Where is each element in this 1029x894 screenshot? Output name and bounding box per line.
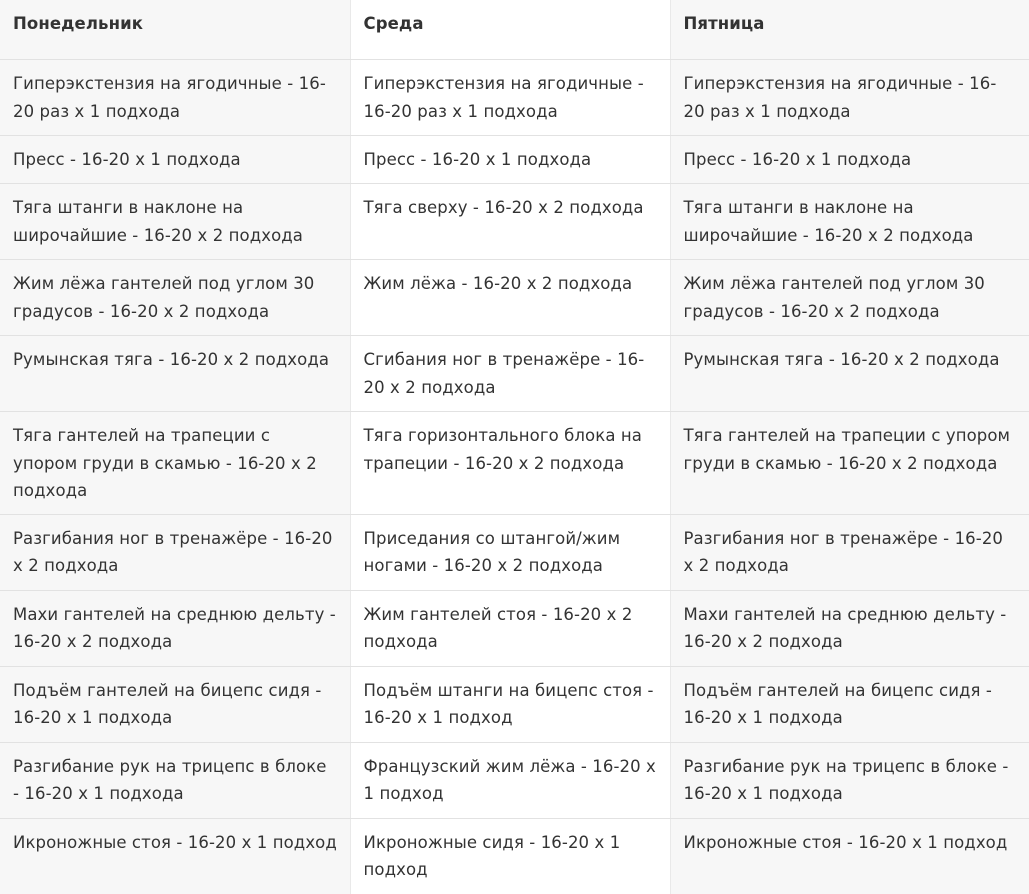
table-cell-friday: Гиперэкстензия на ягодичные - 16-20 раз х 1 подхода (670, 60, 1029, 136)
header-wednesday: Среда (350, 0, 670, 60)
table-cell-friday: Жим лёжа гантелей под углом 30 градусов - 16-20 х 2 подхода (670, 260, 1029, 336)
table-cell-wednesday: Сгибания ног в тренажёре - 16-20 х 2 подхода (350, 336, 670, 412)
table-cell-monday: Тяга штанги в наклоне на широчайшие - 16-20 х 2 подхода (0, 184, 350, 260)
table-cell-friday: Тяга штанги в наклоне на широчайшие - 16-20 х 2 подхода (670, 184, 1029, 260)
table-row (0, 136, 1029, 184)
table-cell-wednesday: Французский жим лёжа - 16-20 х 1 подход (350, 742, 670, 818)
table-row (0, 184, 1029, 260)
table-cell-wednesday: Икроножные сидя - 16-20 х 1 подход (350, 818, 670, 894)
table-cell-monday: Жим лёжа гантелей под углом 30 градусов - 16-20 х 2 подхода (0, 260, 350, 336)
table-row (0, 336, 1029, 412)
table-cell-friday: Пресс - 16-20 х 1 подхода (670, 136, 1029, 184)
table-cell-monday: Икроножные стоя - 16-20 х 1 подход (0, 818, 350, 894)
table-cell-monday: Румынская тяга - 16-20 х 2 подхода (0, 336, 350, 412)
table-cell-friday: Разгибание рук на трицепс в блоке - 16-20 х 1 подхода (670, 742, 1029, 818)
table-cell-monday: Разгибания ног в тренажёре - 16-20 х 2 подхода (0, 514, 350, 590)
table-cell-friday: Румынская тяга - 16-20 х 2 подхода (670, 336, 1029, 412)
table-cell-monday: Подъём гантелей на бицепс сидя - 16-20 х 1 подхода (0, 666, 350, 742)
table-cell-wednesday: Пресс - 16-20 х 1 подхода (350, 136, 670, 184)
table-row (0, 60, 1029, 136)
table-row (0, 412, 1029, 515)
table-cell-wednesday: Приседания со штангой/жим ногами - 16-20 х 2 подхода (350, 514, 670, 590)
table-cell-monday: Пресс - 16-20 х 1 подхода (0, 136, 350, 184)
table-cell-wednesday: Тяга сверху - 16-20 х 2 подхода (350, 184, 670, 260)
table-cell-wednesday: Гиперэкстензия на ягодичные - 16-20 раз х 1 подхода (350, 60, 670, 136)
table-cell-friday: Тяга гантелей на трапеции с упором груди в скамью - 16-20 х 2 подхода (670, 412, 1029, 515)
table-row (0, 514, 1029, 590)
table-cell-monday: Разгибание рук на трицепс в блоке - 16-20 х 1 подхода (0, 742, 350, 818)
table-row (0, 260, 1029, 336)
table-cell-wednesday: Подъём штанги на бицепс стоя - 16-20 х 1 подход (350, 666, 670, 742)
table-cell-friday: Махи гантелей на среднюю дельту - 16-20 х 2 подхода (670, 590, 1029, 666)
table-cell-friday: Икроножные стоя - 16-20 х 1 подход (670, 818, 1029, 894)
table-cell-wednesday: Тяга горизонтального блока на трапеции - 16-20 х 2 подхода (350, 412, 670, 515)
table-cell-monday: Махи гантелей на среднюю дельту - 16-20 х 2 подхода (0, 590, 350, 666)
table-cell-friday: Подъём гантелей на бицепс сидя - 16-20 х 1 подхода (670, 666, 1029, 742)
table-cell-friday: Разгибания ног в тренажёре - 16-20 х 2 подхода (670, 514, 1029, 590)
table-row (0, 742, 1029, 818)
table-header-row (0, 0, 1029, 60)
header-friday: Пятница (670, 0, 1029, 60)
table-row (0, 818, 1029, 894)
table-cell-wednesday: Жим гантелей стоя - 16-20 х 2 подхода (350, 590, 670, 666)
table-row (0, 590, 1029, 666)
table-cell-wednesday: Жим лёжа - 16-20 х 2 подхода (350, 260, 670, 336)
table-row (0, 666, 1029, 742)
table-cell-monday: Тяга гантелей на трапеции с упором груди в скамью - 16-20 х 2 подхода (0, 412, 350, 515)
table-cell-monday: Гиперэкстензия на ягодичные - 16-20 раз х 1 подхода (0, 60, 350, 136)
header-monday: Понедельник (0, 0, 350, 60)
